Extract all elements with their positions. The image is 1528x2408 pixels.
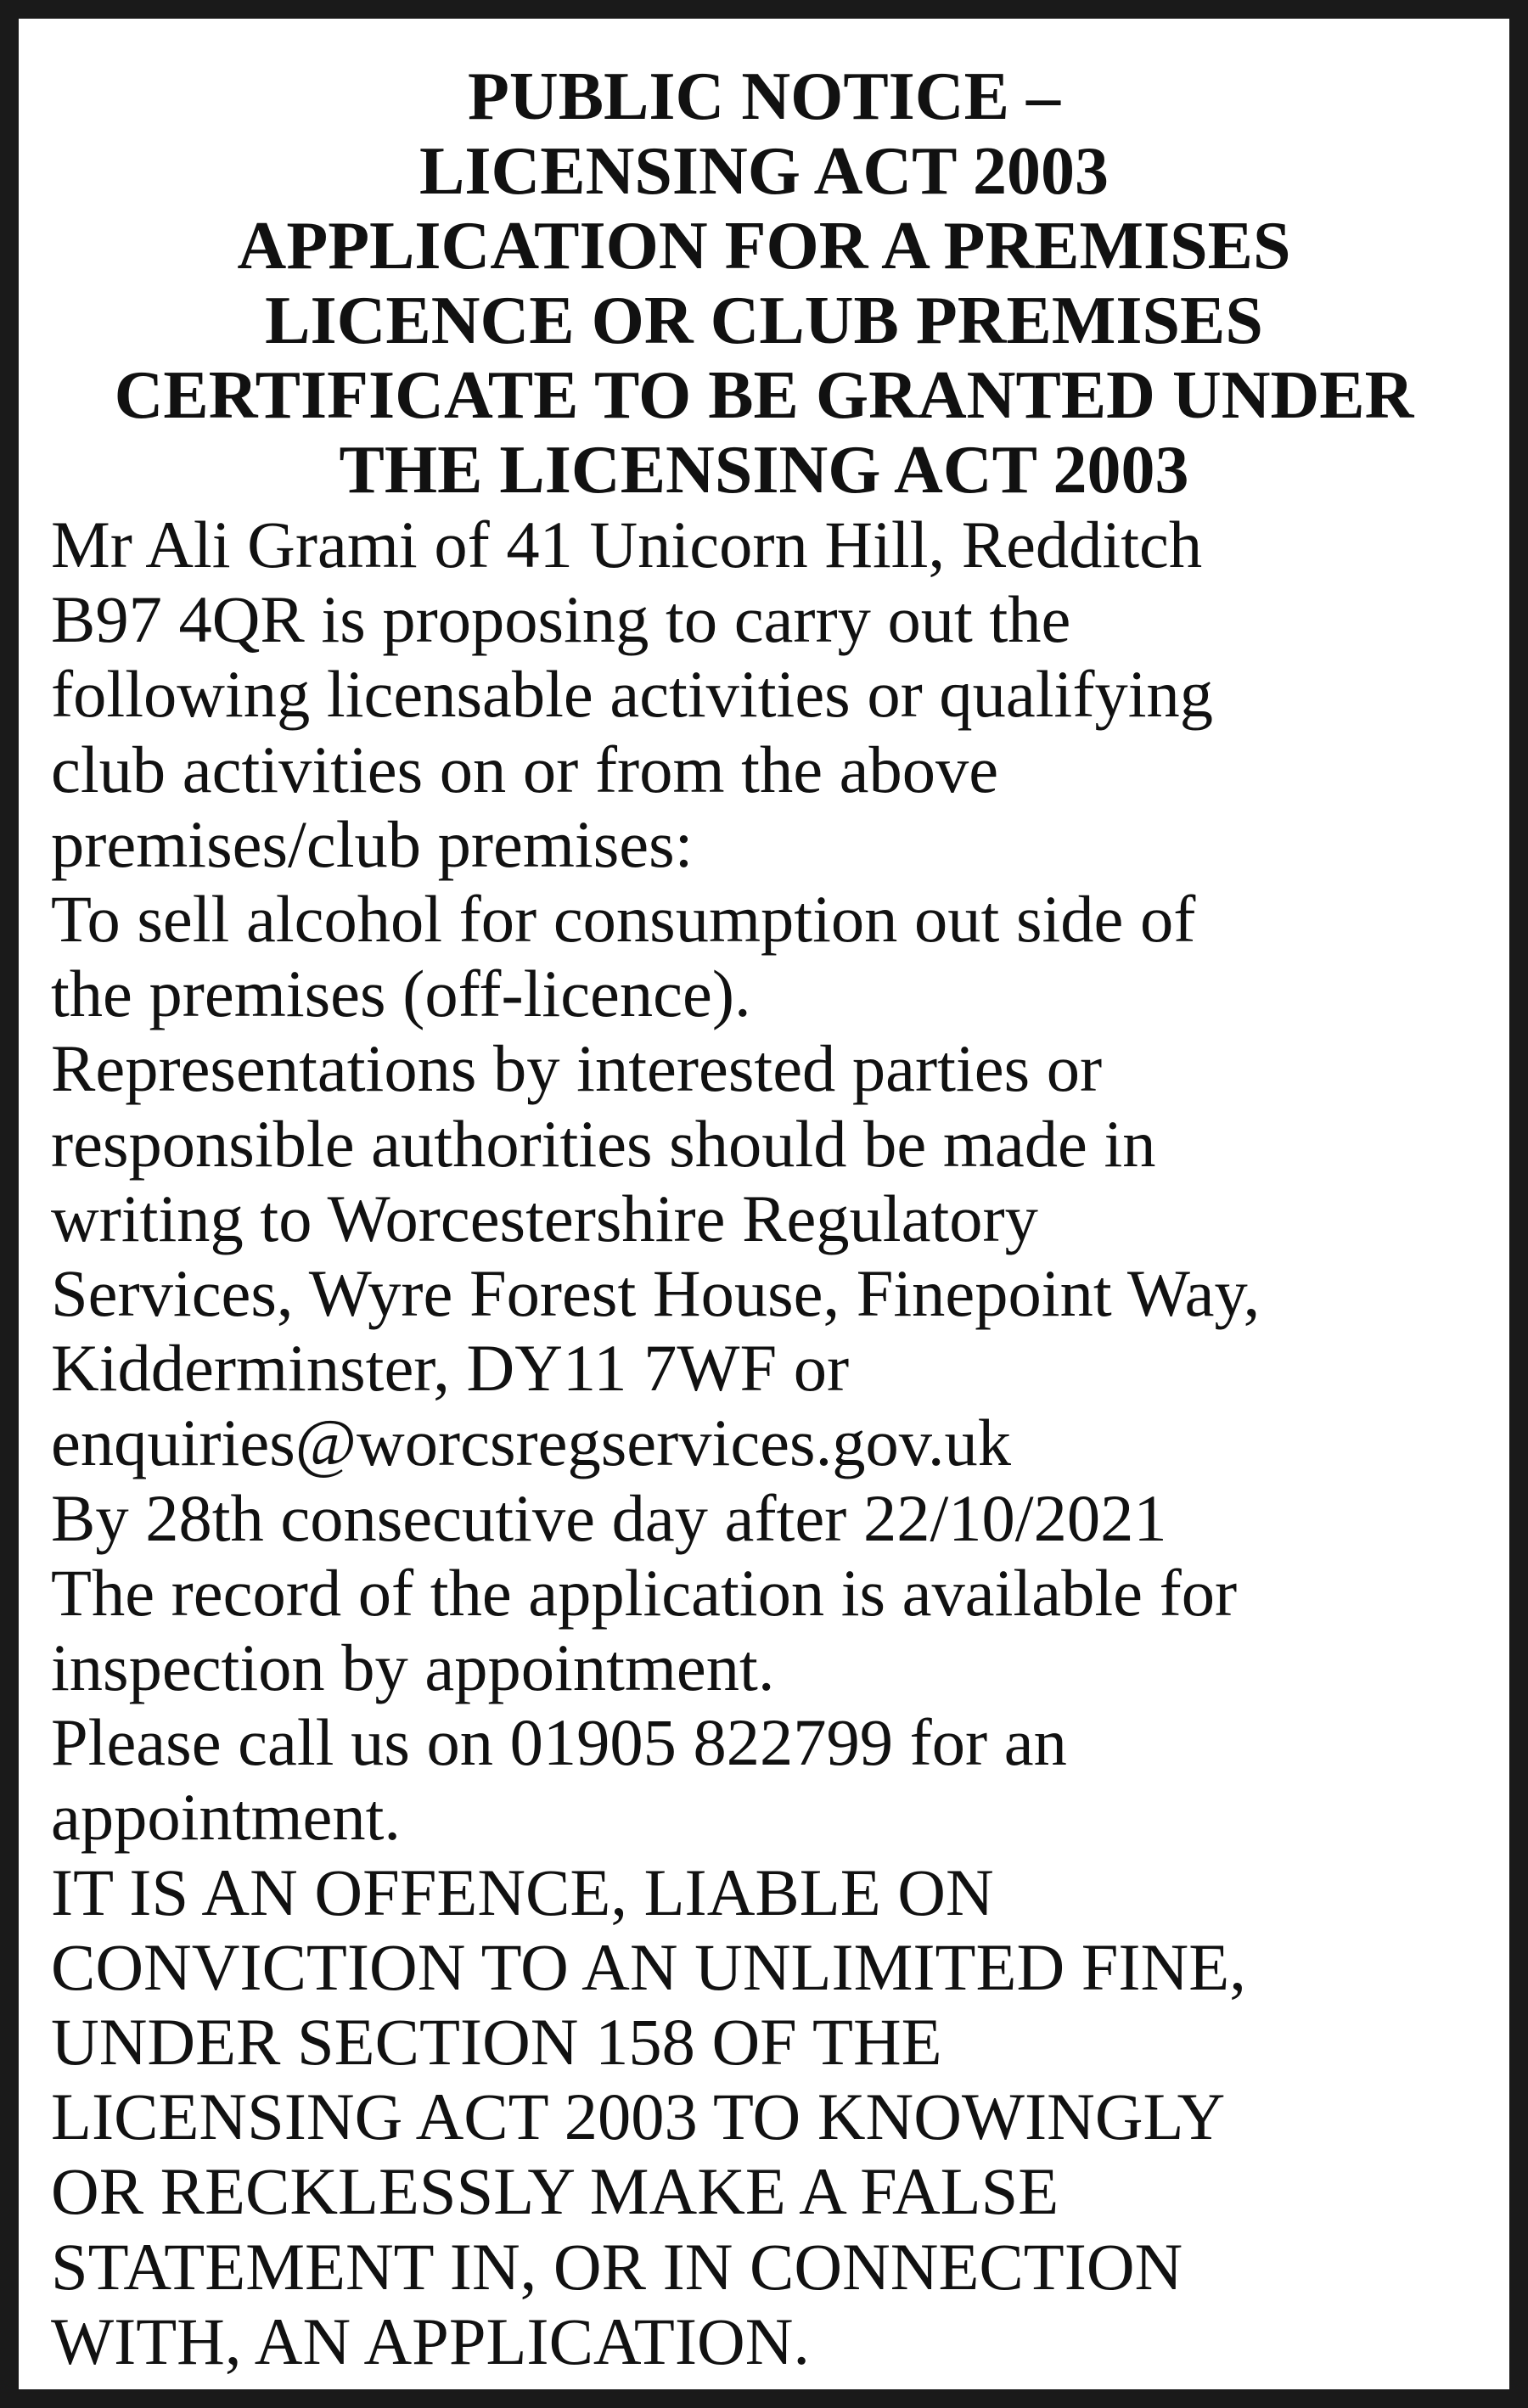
address-line: Services, Wyre Forest House, Finepoint Way, (51, 1256, 1261, 1331)
activities-line: club activities on or from the above (51, 732, 999, 806)
offence-warning-line: UNDER SECTION 158 OF THE (51, 2005, 942, 2080)
heading-line: CERTIFICATE TO BE GRANTED UNDER (114, 358, 1414, 433)
heading-line: PUBLIC NOTICE – (468, 59, 1060, 134)
phone-line: Please call us on 01905 822799 for an (51, 1705, 1067, 1780)
activities-line: premises/club premises: (51, 806, 694, 881)
applicant-line: B97 4QR is proposing to carry out the (51, 582, 1071, 657)
offence-warning-line: STATEMENT IN, OR IN CONNECTION (51, 2229, 1183, 2304)
offence-warning-line: IT IS AN OFFENCE, LIABLE ON (51, 1855, 994, 1929)
activities-line: following licensable activities or qualifying (51, 657, 1214, 732)
heading-line: LICENSING ACT 2003 (419, 134, 1109, 209)
offence-warning-line: LICENSING ACT 2003 TO KNOWINGLY (51, 2080, 1226, 2154)
phone-line: appointment. (51, 1780, 402, 1855)
inspection-line: inspection by appointment. (51, 1631, 775, 1705)
representations-line: Representations by interested parties or (51, 1031, 1103, 1106)
inspection-line: The record of the application is available for (51, 1555, 1238, 1630)
offence-warning-line: WITH, AN APPLICATION. (51, 2304, 811, 2378)
heading-line: APPLICATION FOR A PREMISES (237, 209, 1291, 283)
applicant-line: Mr Ali Grami of 41 Unicorn Hill, Redditch (51, 508, 1203, 581)
deadline-line: By 28th consecutive day after 22/10/2021 (51, 1480, 1167, 1555)
offence-warning-line: CONVICTION TO AN UNLIMITED FINE, (51, 1929, 1246, 2004)
representations-line: responsible authorities should be made in (51, 1106, 1156, 1181)
notice-heading (51, 59, 1477, 508)
representations-line: writing to Worcestershire Regulatory (51, 1181, 1038, 1255)
notice-body (51, 508, 1477, 2379)
address-line: Kidderminster, DY11 7WF or (51, 1331, 850, 1406)
activity-description-line: the premises (off-licence). (51, 957, 751, 1031)
activity-description-line: To sell alcohol for consumption out side of (51, 882, 1196, 957)
heading-line: LICENCE OR CLUB PREMISES (265, 283, 1263, 358)
heading-line: THE LICENSING ACT 2003 (339, 433, 1189, 508)
offence-warning-line: OR RECKLESSLY MAKE A FALSE (51, 2154, 1059, 2229)
email-address: enquiries@worcsregservices.gov.uk (51, 1406, 1011, 1480)
